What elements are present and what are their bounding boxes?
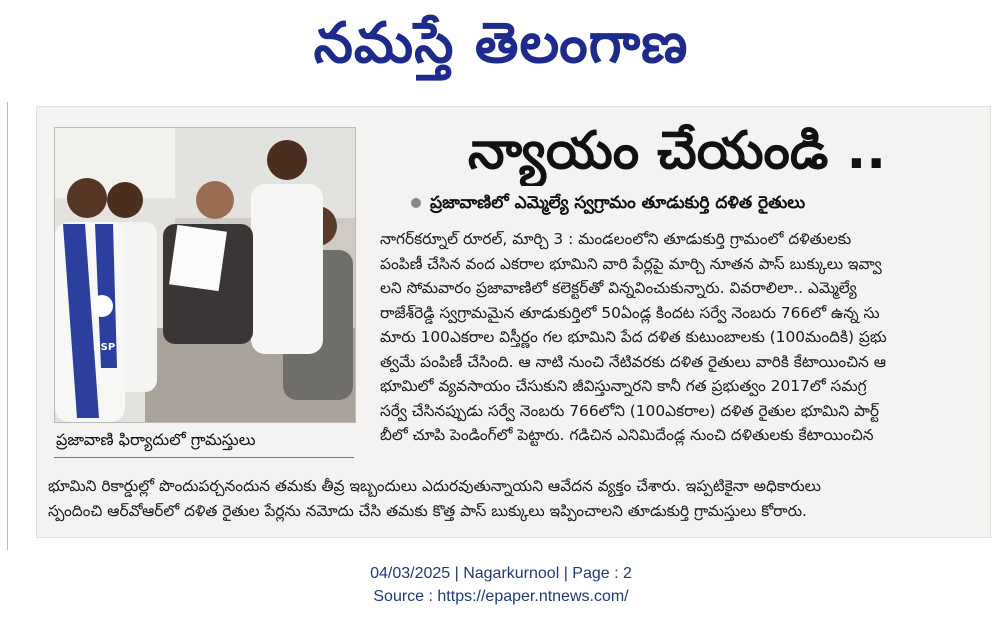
body-line: బీలో చూపి పెండింగ్‌లో పెట్టారు. గడిచిన ఎనిమిదేండ్ల నుంచి దళితులకు కేటాయించిన <box>380 426 874 444</box>
article-headline: న్యాయం చేయండి .. <box>467 121 887 181</box>
body-line: లని సోమవారం ప్రజావాణిలో కలెక్టర్‌తో విన్నవించుకున్నారు. వివరాలిలా.. ఎమ్మెల్యే <box>380 279 857 297</box>
masthead-title: నమస్తే తెలంగాణ <box>313 11 689 76</box>
body-line: సర్వే చేసినప్పుడు సర్వే నెంబరు 766లోని (100ఎకరాల) దళిత రైతుల భూమిని పార్ట్ <box>380 401 880 420</box>
page-left-rule <box>7 102 8 550</box>
body-line: భూమిలో వ్యవసాయం చేసుకుని జీవిస్తున్నారని కానీ గత ప్రభుత్వం 2017లో సమగ్ర <box>380 377 867 395</box>
article-subheadline: ప్రజావాణిలో ఎమ్మెల్యే స్వగ్రామం తూడుకుర్తి దళిత రైతులు <box>430 193 806 213</box>
bullet-icon <box>411 198 421 208</box>
body-line: స్పందించి ఆర్‌వోఆర్‌లో దళిత రైతుల పేర్లను నమోదు చేసి తమకు కొత్త పాస్ బుక్కులు ఇప్పించాలని తూడుకుర్తి గ్రామస్తులు కోరారు. <box>48 501 807 520</box>
body-line: త్వమే పంపిణీ చేసింది. ఆ నాటి నుంచి నేటివరకు దళిత రైతులు వారికి కేటాయించిన ఆ <box>380 352 887 371</box>
newspaper-masthead <box>0 0 1002 90</box>
body-line: భూమిని రికార్డుల్లో పొందుపర్చనందున తమకు తీవ్ర ఇబ్బందులు ఎదురవుతున్నాయని ఆవేదన వ్యక్తం చేశారు. ఇప్పటికైనా అధికారులు <box>48 477 821 495</box>
body-line: రాజేశ్‌రెడ్డి స్వగ్రామమైన తూడుకుర్తిలో 50ఏండ్ల కిందట సర్వే నెంబరు 766లో ఉన్న సు <box>380 303 880 322</box>
body-line: మారు 100ఎకరాల విస్తీర్ణం గల భూమిని పేద దళిత కుటుంబాలకు (100మందికి) ప్రభు <box>380 328 887 346</box>
article-body-full-width <box>48 474 976 530</box>
article-photo <box>54 127 356 423</box>
photo-badge-text: BSP <box>93 342 116 353</box>
body-line: పంపిణీ చేసిన వంద ఎకరాల భూమిని వారి పేర్లపై మార్చి నూతన పాస్ బుక్కులు ఇవ్వా <box>380 254 882 273</box>
source-footer <box>0 562 1002 608</box>
footer-source-url: Source : https://epaper.ntnews.com/ <box>373 588 629 605</box>
photo-caption: ప్రజావాణి ఫిర్యాదులో గ్రామస్తులు <box>56 430 256 449</box>
body-line: నాగర్‌కర్నూల్ రూరల్, మార్చి 3 : మండలంలోని తూడుకుర్తి గ్రామంలో దళితులకు <box>380 230 852 248</box>
article-body-column <box>380 227 976 473</box>
caption-divider <box>54 457 354 458</box>
footer-date-edition: 04/03/2025 | Nagarkurnool | Page : 2 <box>370 565 632 582</box>
